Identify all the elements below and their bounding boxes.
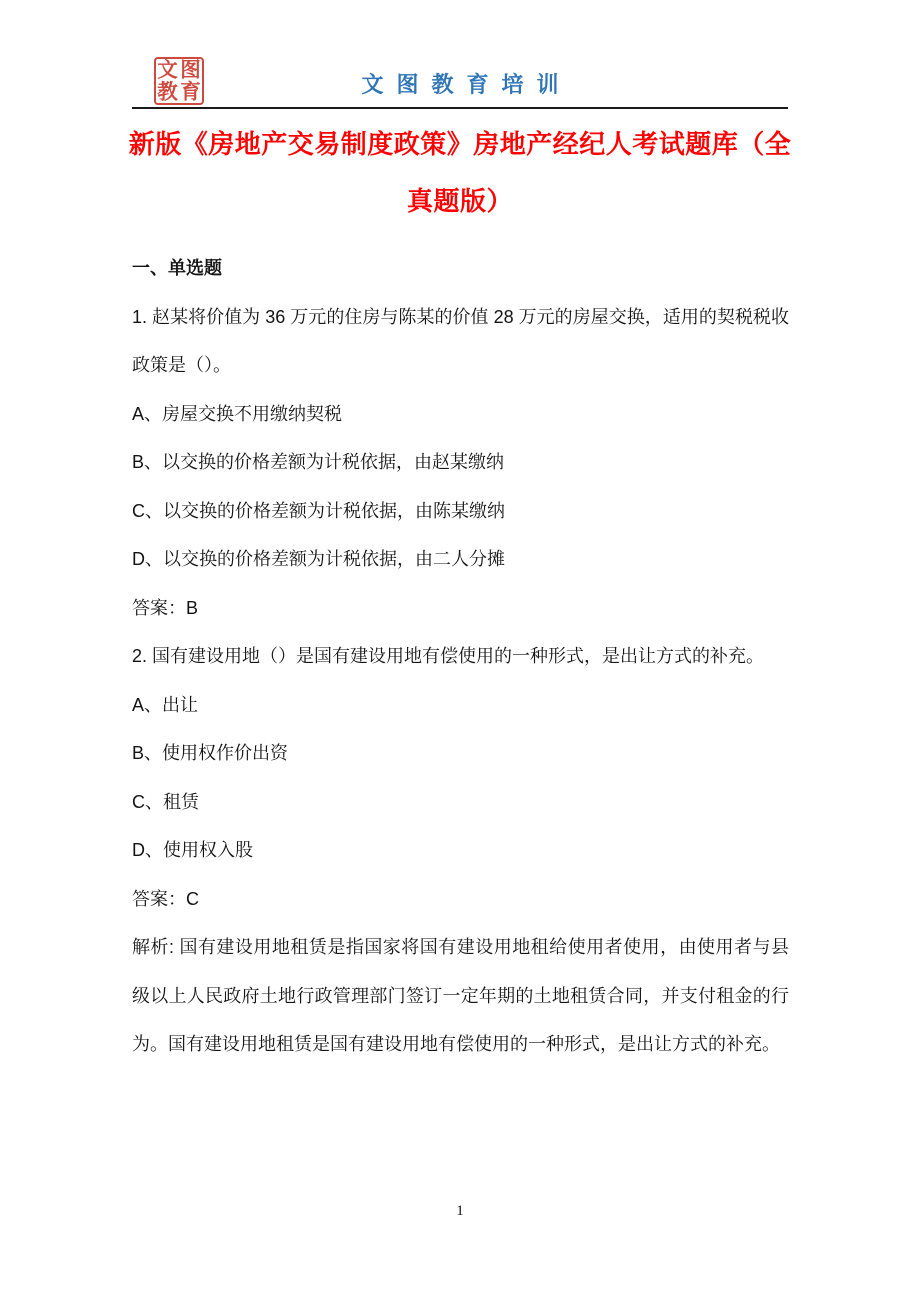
question-1-option-c: C、以交换的价格差额为计税依据，由陈某缴纳 [132,500,505,521]
page-number: 1 [456,1203,464,1219]
question-1-answer: 答案：B [132,597,199,618]
question-2-analysis: 解析: 国有建设用地租赁是指国家将国有建设用地租给使用者使用，由使用者与县级以上人民政府土地行政管理部门签订一定年期的土地租赁合同，并支付租金的行为。国有建设用地租赁是国有建设用地有偿使用的一种形式，是出让方式的补充。 [132,937,789,1054]
question-1-option-a: A、房屋交换不用缴纳契税 [132,403,343,424]
seal-char: 图 [180,58,201,82]
question-2-option-c: C、租赁 [132,791,199,812]
seal-char: 育 [180,80,201,104]
question-1-option-b: B、以交换的价格差额为计税依据，由赵某缴纳 [132,452,505,472]
document-body [132,244,789,1069]
document-title: 新版《房地产交易制度政策》房地产经纪人考试题库（全真题版） [128,129,792,216]
question-1-stem: 1. 赵某将价值为 36 万元的住房与陈某的价值 28 万元的房屋交换，适用的契税税收政策是（）。 [132,306,789,375]
question-1-option-d: D、以交换的价格差额为计税依据，由二人分摊 [132,549,505,569]
question-2-option-d: D、使用权入股 [132,840,253,860]
brand-name: 文图教育培训 [361,72,572,97]
question-2-option-a: A、出让 [132,694,199,715]
question-2-answer: 答案：C [132,888,199,909]
question-2-option-b: B、使用权作价出资 [132,743,289,763]
page-header [132,0,788,109]
seal-char: 教 [157,80,178,104]
section-heading: 一、单选题 [132,258,222,278]
question-2-stem: 2. 国有建设用地（）是国有建设用地有偿使用的一种形式，是出让方式的补充。 [132,646,765,666]
seal-char: 文 [157,58,178,82]
